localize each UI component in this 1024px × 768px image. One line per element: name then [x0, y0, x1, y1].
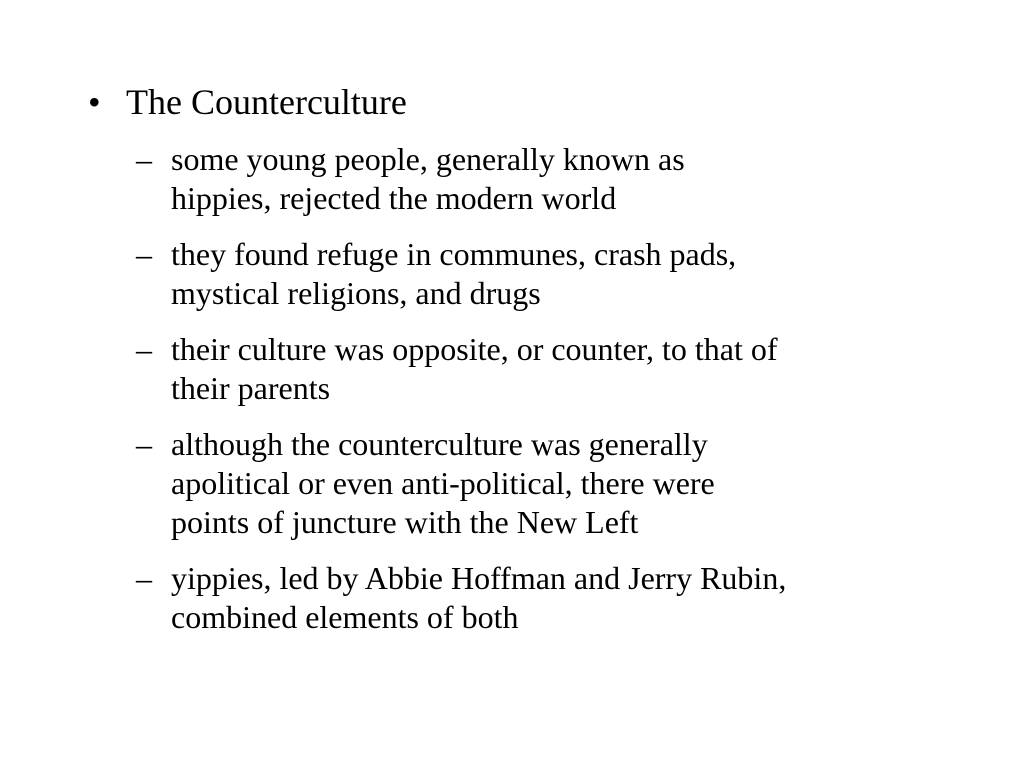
dash-icon: – [136, 560, 152, 596]
sub-bullet-line: points of juncture with the New Left [171, 504, 639, 540]
sub-bullet-item [136, 559, 956, 637]
sub-bullet-line: hippies, rejected the modern world [171, 180, 617, 216]
sub-bullet-line: some young people, generally known as [171, 141, 685, 177]
sub-bullet-line: they found refuge in communes, crash pads, [171, 236, 737, 272]
sub-bullet-list [136, 140, 956, 654]
sub-bullet-line: their parents [171, 370, 331, 406]
dash-icon: – [136, 236, 152, 272]
sub-bullet-item [136, 330, 956, 408]
sub-bullet-line: yippies, led by Abbie Hoffman and Jerry Rubin, [171, 560, 787, 596]
sub-bullet-line: their culture was opposite, or counter, to that of [171, 331, 778, 367]
sub-bullet-line: although the counterculture was generally [171, 426, 708, 462]
dash-icon: – [136, 141, 152, 177]
sub-bullet-line: apolitical or even anti-political, there were [171, 465, 715, 501]
dash-icon: – [136, 331, 152, 367]
bullet-icon: • [88, 82, 101, 122]
sub-bullet-line: mystical religions, and drugs [171, 275, 541, 311]
sub-bullet-line: combined elements of both [171, 599, 519, 635]
sub-bullet-item [136, 425, 956, 542]
sub-bullet-item [136, 140, 956, 218]
dash-icon: – [136, 426, 152, 462]
sub-bullet-item [136, 235, 956, 313]
slide-heading: The Counterculture [126, 82, 407, 122]
